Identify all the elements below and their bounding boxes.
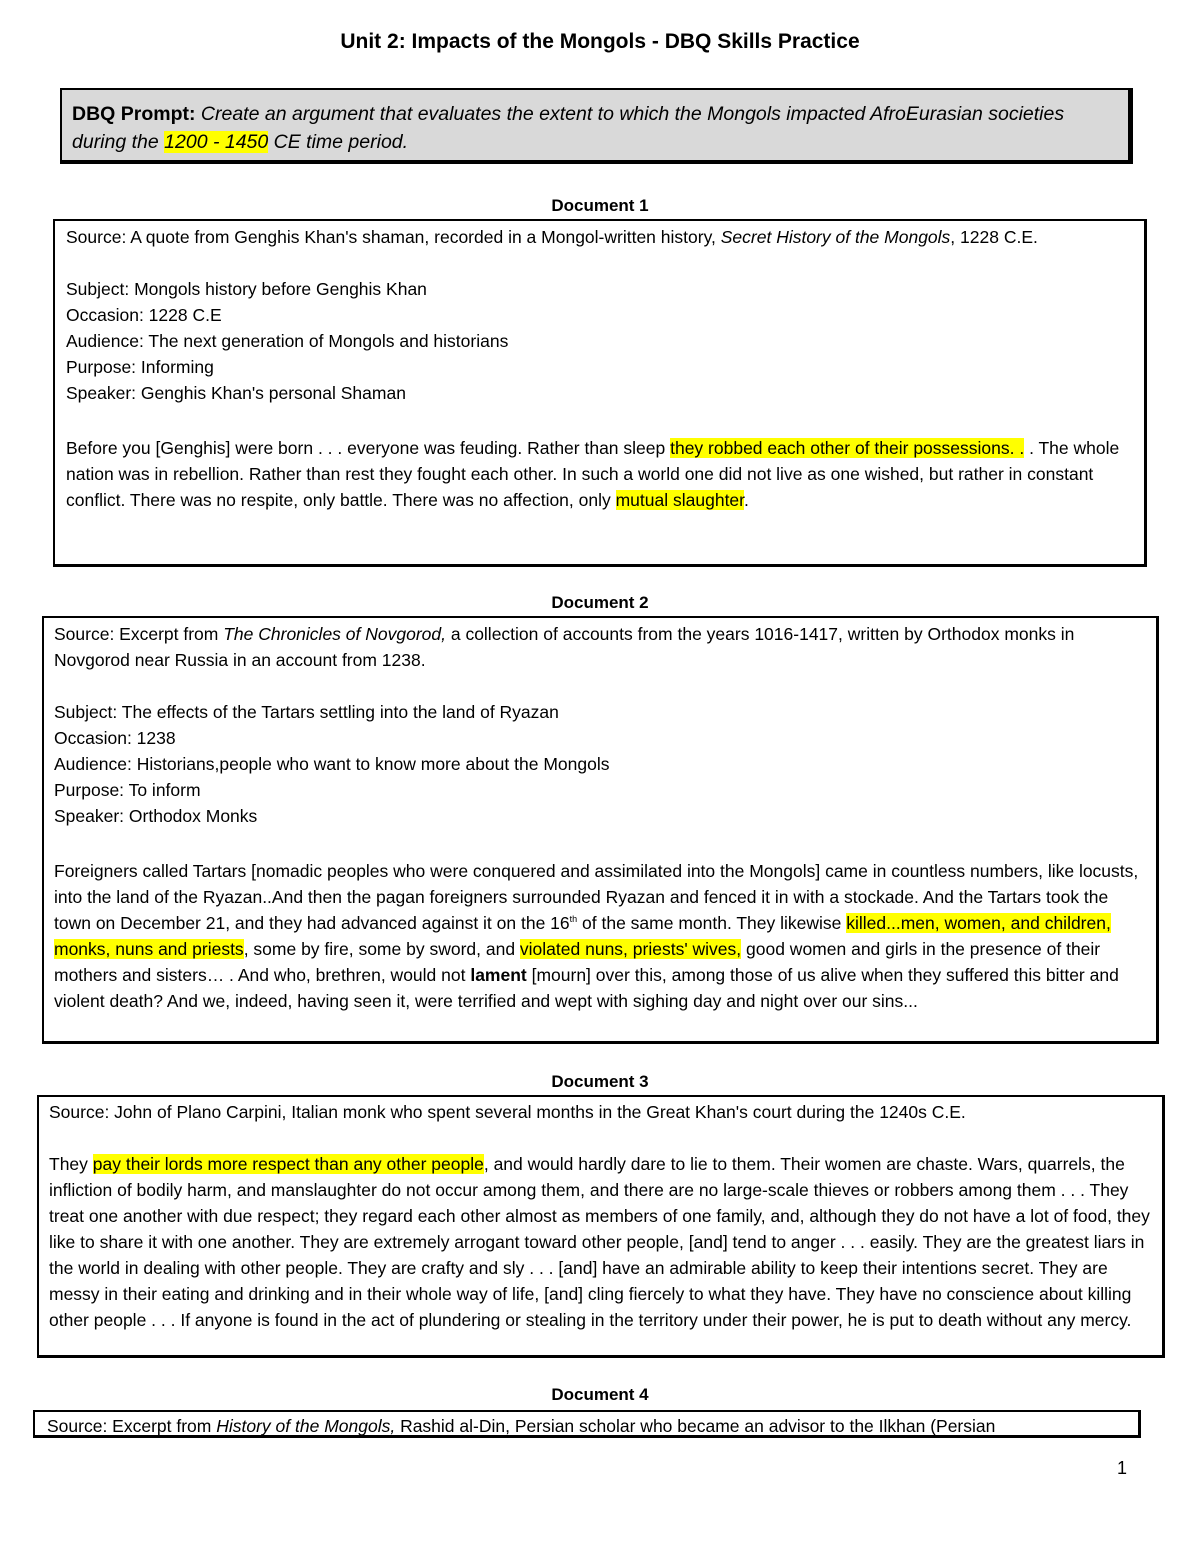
document-1-occasion: Occasion: 1228 C.E bbox=[66, 305, 222, 325]
prompt-text-1: Create an argument that evaluates the extent to which the Mongols impacted AfroEurasian societies during the bbox=[72, 103, 1065, 153]
document-1-subject: Subject: Mongols history before Genghis Khan bbox=[66, 279, 427, 299]
document-3-body: They pay their lords more respect than any other people, and would hardly dare to lie to them. Their women are chaste. Wars, quarrels, the infliction of bodily harm, and manslaughter do not occur among them, and there are no large-scale thieves or robbers among them . . . They treat one another with due respect; they regard each other almost as members of one family, and, although they do not have a lot of food, they like to share it with one another. They are extremely arrogant toward other people, [and] tend to anger . . . easily. They are the greatest liars in the world in dealing with other people. They are crafty and sly . . . [and] have an admirable ability to keep their intentions secret. They are messy in their eating and drinking and in their whole way of life, [and] cling fiercely to what they have. They have no conscience about killing other people . . . If anyone is found in the act of plundering or stealing in the territory under their power, he is put to death without any mercy. bbox=[49, 1154, 1150, 1330]
document-2-heading: Document 2 bbox=[551, 593, 649, 612]
document-2-audience: Audience: Historians,people who want to know more about the Mongols bbox=[54, 754, 610, 774]
document-2-body: Foreigners called Tartars [nomadic peoples who were conquered and assimilated into the Mongols] came in countless numbers, like locusts, into the land of the Ryazan..And then the pagan foreigners surrounded Ryazan and fenced it in with a stockade. And the Tartars took the town on December 21, and they had advanced against it on the 16th of the same month. They likewise killed...men, women, and children, monks, nuns and priests, some by fire, some by sword, and violated nuns, priests' wives, good women and girls in the presence of their mothers and sisters… . And who, brethren, would not lament [mourn] over this, among those of us alive when they suffered this bitter and violent death? And we, indeed, having seen it, were terrified and wept with sighing day and night over our sins... bbox=[54, 861, 1139, 1011]
prompt-text-2: CE time period. bbox=[268, 131, 409, 153]
prompt-label: DBQ Prompt: bbox=[72, 103, 196, 125]
document-3-source: Source: John of Plano Carpini, Italian monk who spent several months in the Great Khan's court during the 1240s C.E. bbox=[49, 1102, 966, 1122]
document-2-speaker: Speaker: Orthodox Monks bbox=[54, 806, 258, 826]
document-3-box bbox=[37, 1095, 1165, 1358]
document-1-box bbox=[53, 219, 1147, 567]
document-1-audience: Audience: The next generation of Mongols and historians bbox=[66, 331, 509, 351]
document-1-speaker: Speaker: Genghis Khan's personal Shaman bbox=[66, 383, 406, 403]
document-1-source: Source: A quote from Genghis Khan's shaman, recorded in a Mongol-written history, Secret History of the Mongols, 1228 C.E. bbox=[66, 227, 1038, 247]
document-2-subject: Subject: The effects of the Tartars settling into the land of Ryazan bbox=[54, 702, 559, 722]
document-3-heading: Document 3 bbox=[551, 1072, 649, 1091]
prompt-highlight: 1200 - 1450 bbox=[164, 131, 269, 153]
document-4-source: Source: Excerpt from History of the Mongols, Rashid al-Din, Persian scholar who became an advisor to the Ilkhan (Persian bbox=[47, 1416, 996, 1436]
document-2-occasion: Occasion: 1238 bbox=[54, 728, 176, 748]
document-2-box bbox=[42, 616, 1159, 1044]
document-4-box bbox=[33, 1410, 1141, 1438]
page-number: 1 bbox=[1117, 1458, 1128, 1478]
document-2-source: Source: Excerpt from The Chronicles of Novgorod, a collection of accounts from the years 1016-1417, written by Orthodox monks in Novgorod near Russia in an account from 1238. bbox=[54, 624, 1075, 670]
document-1-heading: Document 1 bbox=[551, 196, 649, 215]
document-1-purpose: Purpose: Informing bbox=[66, 357, 214, 377]
document-4-heading: Document 4 bbox=[551, 1385, 649, 1404]
document-2-purpose: Purpose: To inform bbox=[54, 780, 201, 800]
dbq-prompt-box bbox=[60, 88, 1133, 164]
page-title: Unit 2: Impacts of the Mongols - DBQ Skills Practice bbox=[340, 30, 860, 53]
document-1-body: Before you [Genghis] were born . . . everyone was feuding. Rather than sleep they robbed each other of their possessions. . . The whole nation was in rebellion. Rather than rest they fought each other. In such a world one did not live as one wished, but rather in constant conflict. There was no respite, only battle. There was no affection, only mutual slaughter. bbox=[66, 438, 1120, 510]
